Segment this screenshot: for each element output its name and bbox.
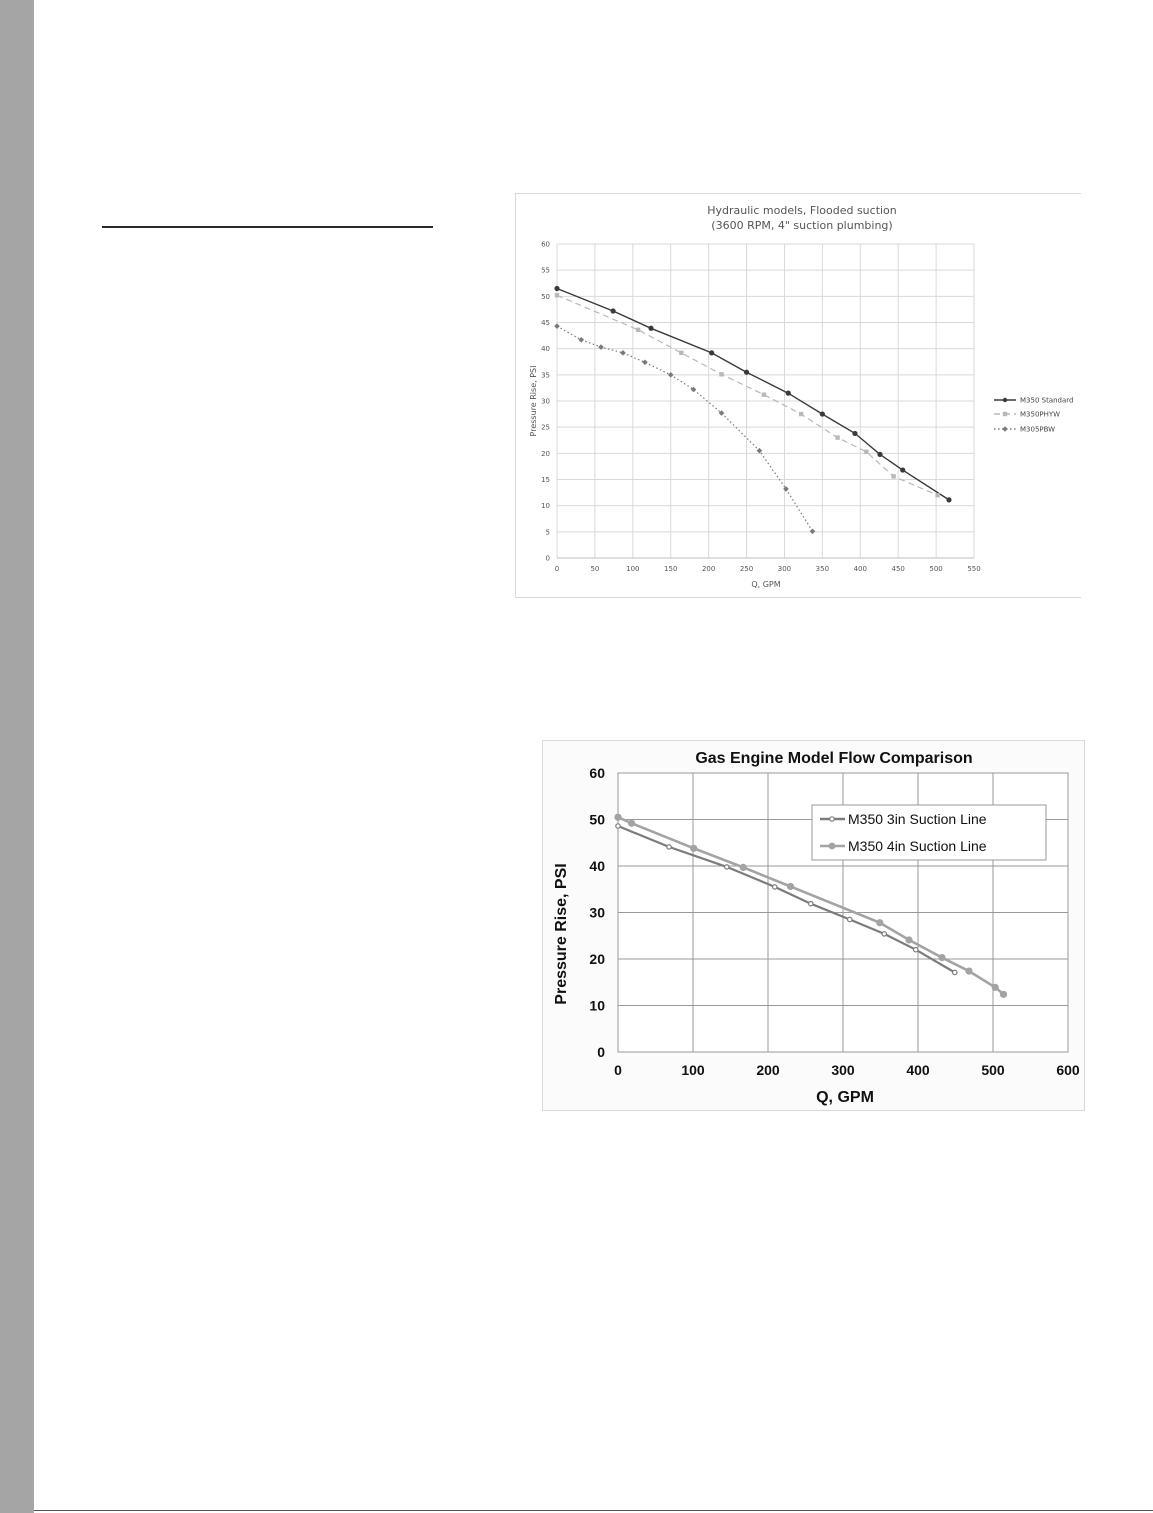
data-point bbox=[820, 411, 825, 416]
x-tick-label: 200 bbox=[756, 1062, 780, 1078]
data-point bbox=[809, 901, 813, 905]
data-point bbox=[648, 326, 653, 331]
data-point bbox=[992, 984, 999, 991]
series-line bbox=[557, 295, 938, 495]
y-tick-label: 40 bbox=[589, 858, 605, 874]
page-footer-rule bbox=[34, 1510, 1153, 1511]
x-tick-label: 150 bbox=[664, 565, 678, 573]
chart-title: Gas Engine Model Flow Comparison bbox=[695, 750, 973, 767]
data-point bbox=[905, 936, 912, 943]
data-point bbox=[953, 970, 957, 974]
chart-title: Hydraulic models, Flooded suction bbox=[707, 204, 897, 217]
data-point bbox=[740, 864, 747, 871]
data-point bbox=[1002, 426, 1008, 432]
x-tick-label: 600 bbox=[1056, 1062, 1080, 1078]
x-tick-label: 200 bbox=[701, 565, 716, 573]
data-point bbox=[642, 359, 648, 365]
y-tick-label: 45 bbox=[541, 319, 550, 327]
data-point bbox=[620, 350, 626, 356]
data-point bbox=[900, 467, 905, 472]
data-point bbox=[555, 293, 559, 297]
x-tick-label: 100 bbox=[626, 565, 640, 573]
data-point bbox=[1003, 398, 1007, 402]
legend-label: M350 4in Suction Line bbox=[848, 838, 987, 854]
gas-engine-flow-chart-svg bbox=[543, 741, 1084, 1110]
data-point bbox=[876, 919, 883, 926]
sidebar-band bbox=[0, 0, 34, 1513]
legend-label: M350 3in Suction Line bbox=[848, 811, 987, 827]
y-tick-label: 10 bbox=[589, 997, 605, 1014]
data-point bbox=[786, 391, 791, 396]
data-point bbox=[725, 865, 729, 869]
y-tick-label: 55 bbox=[541, 266, 550, 275]
data-point bbox=[965, 967, 972, 974]
x-tick-label: 350 bbox=[815, 565, 830, 573]
data-point bbox=[668, 372, 674, 378]
legend-label: M305PBW bbox=[1020, 425, 1056, 434]
x-tick-label: 400 bbox=[853, 565, 867, 573]
data-point bbox=[614, 814, 621, 821]
data-point bbox=[946, 497, 951, 502]
data-point bbox=[852, 431, 857, 436]
x-tick-label: 500 bbox=[981, 1062, 1005, 1078]
data-point bbox=[1000, 991, 1007, 998]
data-point bbox=[578, 337, 584, 343]
data-point bbox=[848, 917, 852, 921]
data-point bbox=[690, 845, 697, 852]
data-point bbox=[719, 372, 723, 376]
y-tick-label: 5 bbox=[545, 528, 550, 537]
data-point bbox=[864, 450, 868, 454]
x-tick-label: 100 bbox=[681, 1062, 705, 1078]
data-point bbox=[830, 817, 834, 821]
y-tick-label: 0 bbox=[545, 554, 550, 563]
data-point bbox=[891, 474, 895, 478]
x-tick-label: 0 bbox=[554, 565, 560, 573]
data-point bbox=[938, 954, 945, 961]
data-point bbox=[829, 843, 836, 850]
y-tick-label: 35 bbox=[541, 371, 550, 380]
data-point bbox=[1003, 412, 1007, 416]
data-point bbox=[773, 885, 777, 889]
data-point bbox=[628, 820, 635, 827]
y-axis-label: Pressure Rise, PSI bbox=[529, 365, 538, 437]
data-point bbox=[709, 350, 714, 355]
y-tick-label: 60 bbox=[541, 240, 550, 249]
y-tick-label: 50 bbox=[541, 292, 550, 301]
x-axis-label: Q, GPM bbox=[751, 580, 781, 589]
section-rule bbox=[102, 226, 433, 228]
x-axis-label: Q, GPM bbox=[816, 1089, 874, 1106]
hydraulic-models-chart-svg bbox=[516, 194, 1081, 597]
data-point bbox=[616, 824, 620, 828]
data-point bbox=[554, 286, 559, 291]
data-point bbox=[744, 370, 749, 375]
data-point bbox=[611, 308, 616, 313]
y-axis-label: Pressure Rise, PSI bbox=[553, 863, 570, 1005]
data-point bbox=[835, 435, 839, 439]
gas-engine-flow-chart bbox=[542, 740, 1085, 1111]
y-tick-label: 30 bbox=[541, 397, 550, 406]
data-point bbox=[877, 452, 882, 457]
x-tick-label: 0 bbox=[614, 1062, 622, 1078]
data-point bbox=[810, 529, 816, 535]
x-tick-label: 250 bbox=[739, 565, 754, 573]
data-point bbox=[799, 412, 803, 416]
y-tick-label: 50 bbox=[589, 811, 605, 828]
y-tick-label: 40 bbox=[541, 345, 550, 354]
y-tick-label: 10 bbox=[541, 502, 550, 511]
data-point bbox=[636, 328, 640, 332]
y-tick-label: 20 bbox=[589, 951, 605, 967]
y-tick-label: 60 bbox=[589, 765, 605, 781]
hydraulic-models-chart bbox=[515, 193, 1081, 598]
y-tick-label: 20 bbox=[541, 449, 550, 458]
data-point bbox=[914, 948, 918, 952]
data-point bbox=[762, 393, 766, 397]
data-point bbox=[882, 932, 886, 936]
legend-label: M350 Standard bbox=[1020, 396, 1074, 405]
x-tick-label: 50 bbox=[590, 565, 600, 573]
y-tick-label: 0 bbox=[597, 1044, 605, 1060]
y-tick-label: 25 bbox=[541, 423, 550, 432]
data-point bbox=[787, 883, 794, 890]
x-tick-label: 500 bbox=[929, 565, 943, 573]
chart-subtitle: (3600 RPM, 4" suction plumbing) bbox=[711, 219, 893, 232]
x-tick-label: 550 bbox=[967, 565, 981, 573]
data-point bbox=[554, 323, 560, 329]
y-tick-label: 15 bbox=[541, 476, 550, 484]
x-tick-label: 400 bbox=[906, 1062, 930, 1078]
data-point bbox=[935, 493, 939, 497]
x-tick-label: 300 bbox=[777, 565, 792, 573]
x-tick-label: 300 bbox=[831, 1062, 855, 1078]
x-tick-label: 450 bbox=[891, 565, 905, 573]
data-point bbox=[679, 351, 683, 355]
data-point bbox=[667, 845, 671, 849]
y-tick-label: 30 bbox=[589, 904, 605, 921]
legend-label: M350PHYW bbox=[1020, 410, 1061, 419]
